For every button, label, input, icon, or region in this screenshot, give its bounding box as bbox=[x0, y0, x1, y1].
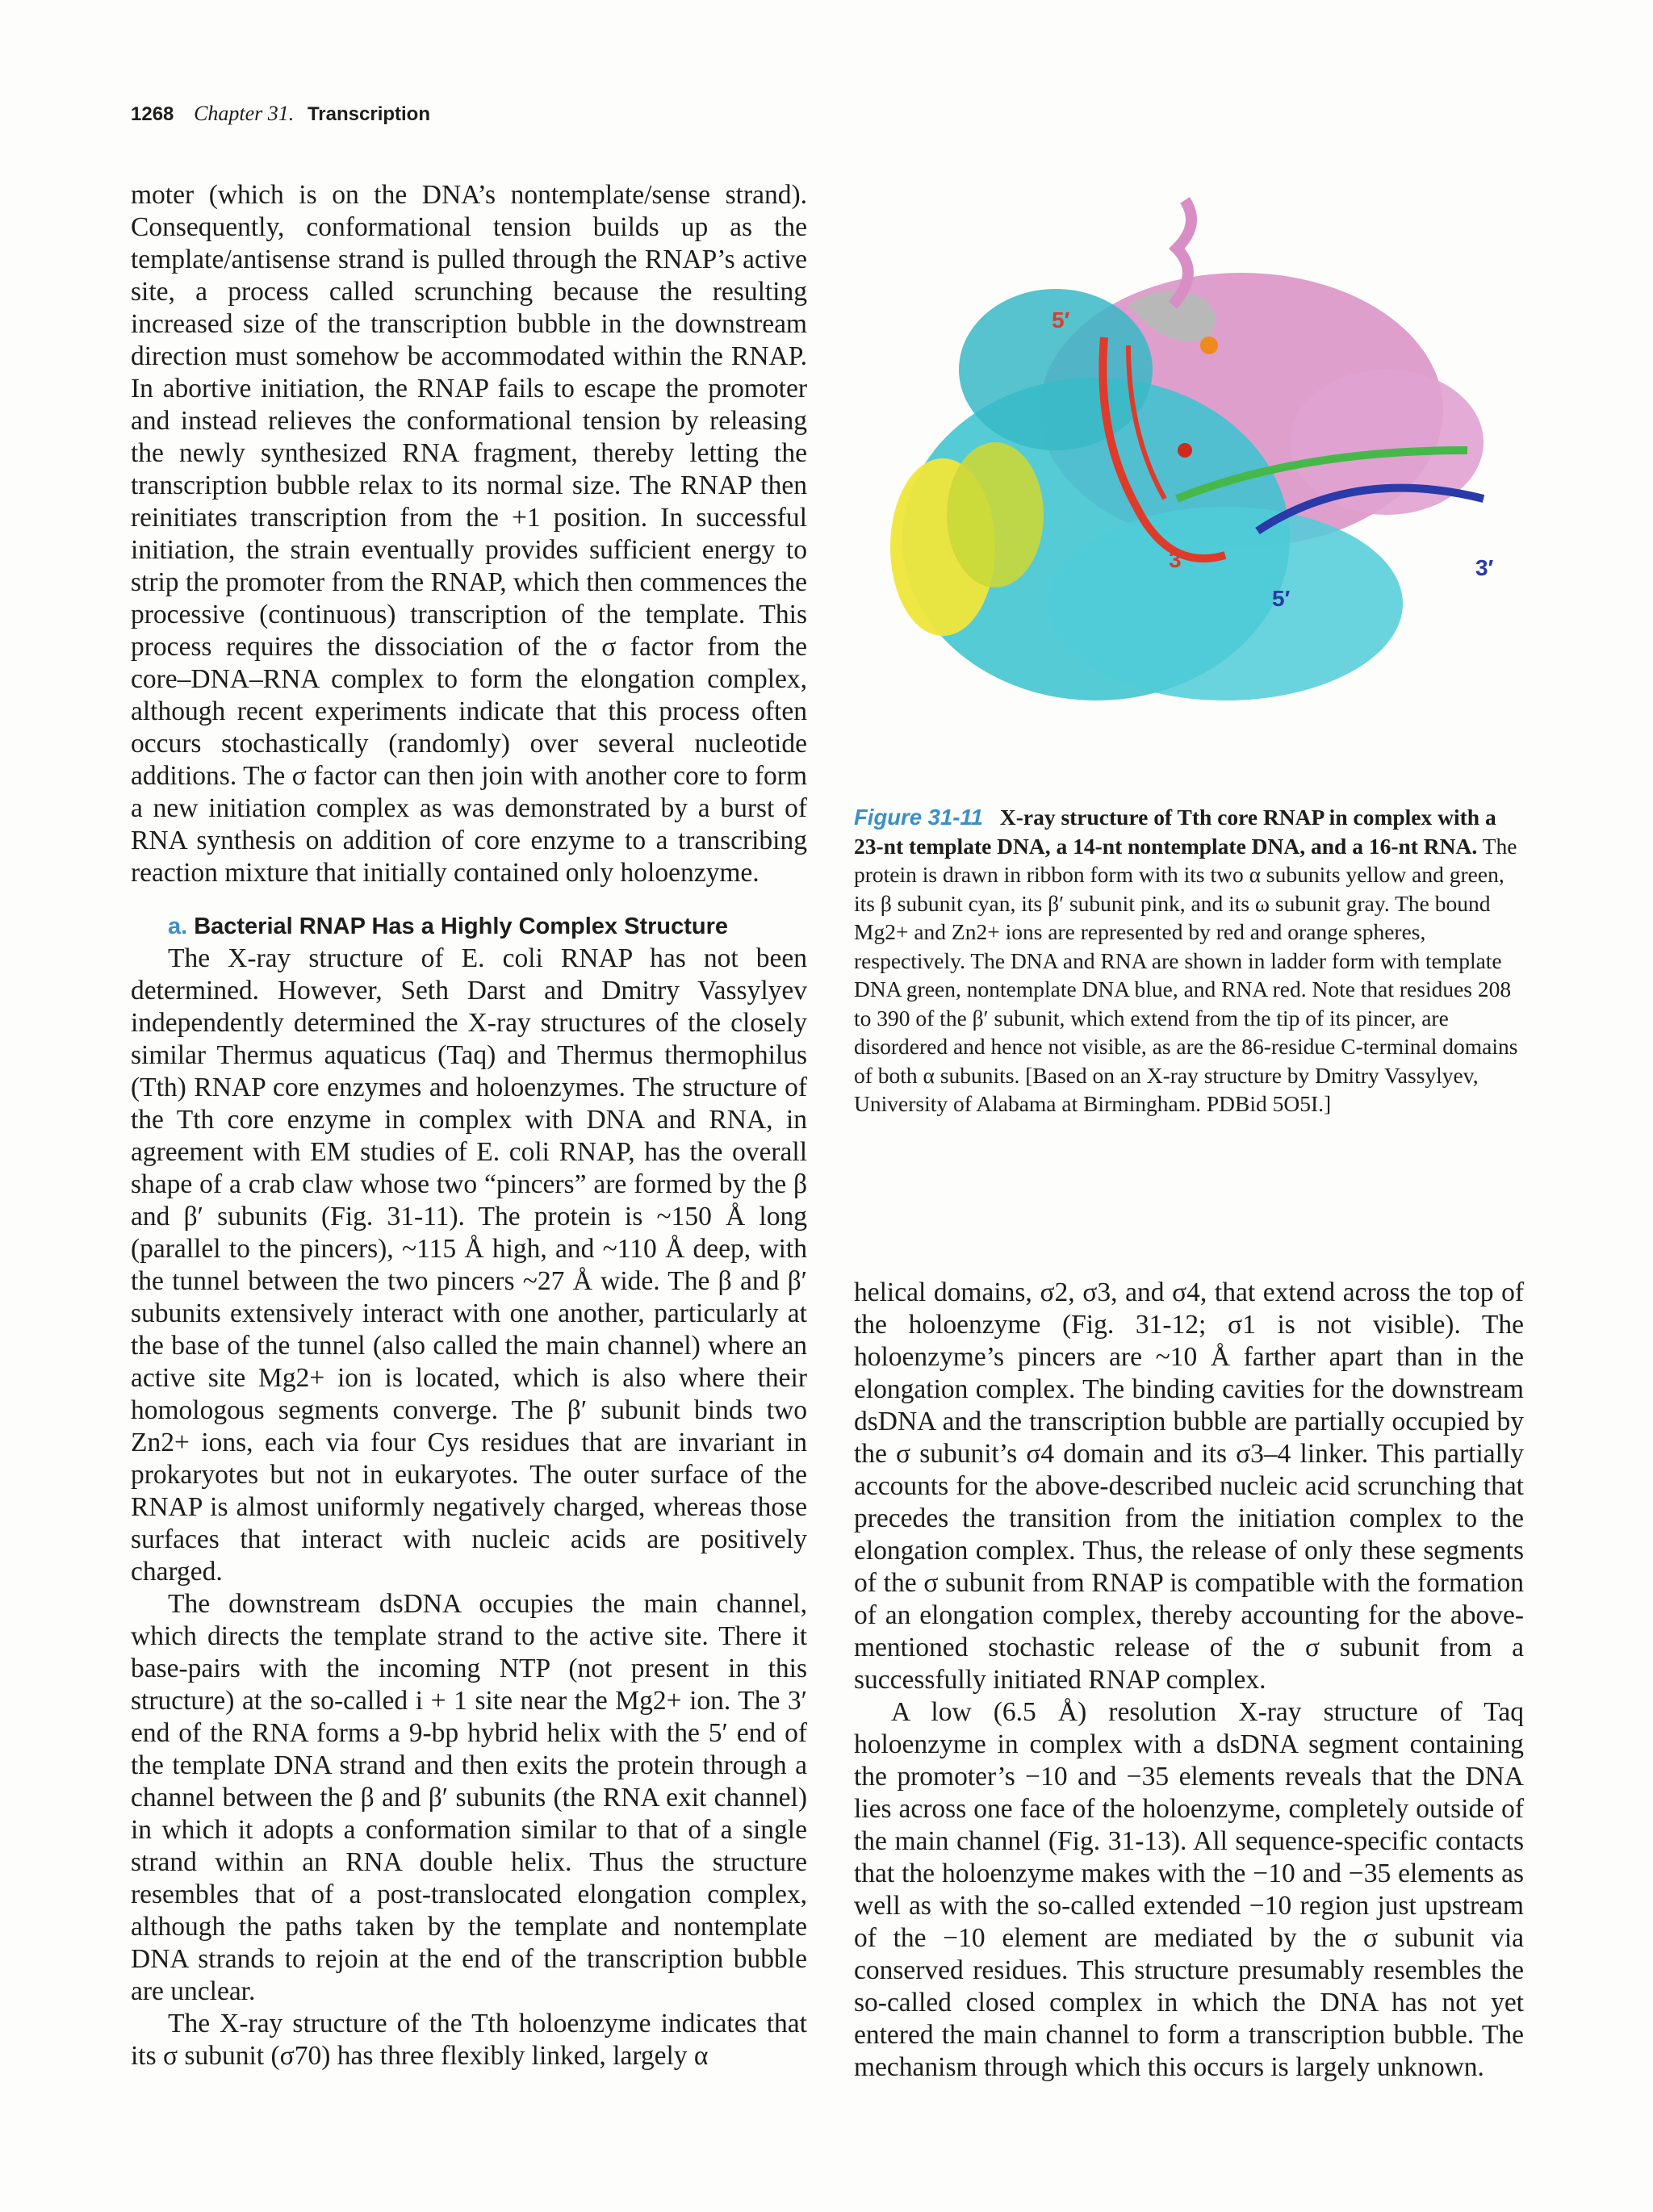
rnap-ribbon-illustration bbox=[854, 184, 1524, 781]
label-5prime-top: 5′ bbox=[1052, 307, 1070, 332]
paragraph: The downstream dsDNA occupies the main channel, which directs the template strand to the active site. There it base-pairs with the incoming NTP (not present in this structure) at the so-called i + 1 site near the Mg2+ ion. The 3′ end of the RNA forms a 9-bp hybrid helix with the 5′ end of the template DNA strand and then exits the protein through a channel between the β and β′ subunits (the RNA exit channel) in which it adopts a conformation similar to that of a single strand within an RNA double helix. Thus the structure resembles that of a post-translocated elongation complex, although the paths taken by the template and nontemplate DNA strands to rejoin at the end of the transcription bubble are unclear. bbox=[131, 1589, 807, 2006]
mg-ion bbox=[1178, 443, 1192, 458]
beta-subunit-lower bbox=[1048, 507, 1403, 700]
paragraph: moter (which is on the DNA’s nontemplate/sense strand). Consequently, conformational tension builds up as the template/antisense strand is pulled through the RNAP’s active site, a process called scrunching because the resulting increased size of the transcription bubble in the downstream direction must somehow be accommodated within the RNAP. In abortive initiation, the RNAP fails to escape the promoter and instead relieves the conformational tension by releasing the newly synthesized RNA fragment, thereby letting the transcription bubble relax to its normal size. The RNAP then reinitiates transcription from the +1 position. In successful initiation, the strain eventually provides sufficient energy to strip the promoter from the RNAP, which then commences the processive (continuous) transcription of the template. This process requires the dissociation of the σ factor from the core–DNA–RNA complex to form the elongation complex, although recent experiments indicate that this process often occurs stochastically (randomly) over several nucleotide additions. The σ factor can then join with another core to form a new initiation complex as was demonstrated by a burst of RNA synthesis on addition of core enzyme to a transcribing reaction mixture that initially contained only holoenzyme. bbox=[131, 180, 807, 888]
label-5prime-bottom: 5′ bbox=[1272, 586, 1291, 611]
figure-caption bbox=[854, 803, 1524, 1119]
running-header bbox=[131, 102, 430, 126]
paragraph: The X-ray structure of the Tth holoenzyme indicates that its σ subunit (σ70) has three flexibly linked, largely α bbox=[131, 2009, 807, 2071]
label-3prime-mid: 3′ bbox=[1169, 547, 1187, 572]
label-3prime-right: 3′ bbox=[1475, 555, 1494, 580]
section-heading bbox=[168, 910, 807, 943]
chapter-label: Chapter 31. bbox=[194, 102, 295, 125]
section-letter: a. bbox=[168, 914, 188, 939]
right-column bbox=[854, 1277, 1524, 2084]
paragraph: A low (6.5 Å) resolution X-ray structure of Taq holoenzyme in complex with a dsDNA segment containing the promoter’s −10 and −35 elements reveals that the DNA lies across one face of the holoenzyme, completely outside of the main channel (Fig. 31-13). All sequence-specific contacts that the holoenzyme makes with the −10 and −35 elements as well as with the so-called extended −10 region just upstream of the −10 element are mediated by the σ subunit via conserved residues. This structure presumably resembles the so-called closed complex in which the DNA has not yet entered the main channel to form a transcription bubble. The mechanism through which this occurs is largely unknown. bbox=[854, 1697, 1524, 2082]
figure-caption-text: The protein is drawn in ribbon form with its two α subunits yellow and green, its β subunit cyan, its β′ subunit pink, and its ω subunit gray. The bound Mg2+ and Zn2+ ions are represented by red and orange spheres, respectively. The DNA and RNA are shown in ladder form with template DNA green, nontemplate DNA blue, and RNA red. Note that residues 208 to 390 of the β′ subunit, which extend from the tip of its pincer, are disordered and hence not visible, as are the 86-residue C-terminal domains of both α subunits. [Based on an X-ray structure by Dmitry Vassylyev, University of Alabama at Birmingham. PDBid 5O5I.] bbox=[854, 833, 1518, 1116]
paragraph: helical domains, σ2, σ3, and σ4, that extend across the top of the holoenzyme (Fig. 31-12; σ1 is not visible). The holoenzyme’s pincers are ~10 Å farther apart than in the elongation complex. The binding cavities for the downstream dsDNA and the transcription bubble are partially occupied by the σ subunit’s σ4 domain and its σ3–4 linker. This partially accounts for the above-described nucleic acid scrunching that precedes the transition from the initiation complex to the elongation complex. Thus, the release of only these segments of the σ subunit from RNAP is compatible with the formation of an elongation complex, thereby accounting for the above-mentioned stochastic release of the σ subunit from a successfully initiated RNAP complex. bbox=[854, 1277, 1524, 1695]
page-number: 1268 bbox=[131, 103, 174, 125]
figure-label: Figure 31-11 bbox=[854, 805, 983, 830]
section-title: Bacterial RNAP Has a Highly Complex Structure bbox=[194, 914, 729, 939]
rnap-structure-figure bbox=[854, 184, 1524, 781]
left-column bbox=[131, 179, 807, 2072]
chapter-title: Transcription bbox=[307, 103, 430, 125]
paragraph: The X-ray structure of E. coli RNAP has not been determined. However, Seth Darst and Dmitry Vassylyev independently determined the X-ray structures of the closely similar Thermus aquaticus (Taq) and Thermus thermophilus (Tth) RNAP core enzymes and holoenzymes. The structure of the Tth core enzyme in complex with DNA and RNA, in agreement with EM studies of E. coli RNAP, has the overall shape of a crab claw whose two “pincers” are formed by the β and β′ subunits (Fig. 31-11). The protein is ~150 Å long (parallel to the pincers), ~115 Å high, and ~110 Å deep, with the tunnel between the two pincers ~27 Å wide. The β and β′ subunits extensively interact with one another, particularly at the base of the tunnel (also called the main channel) where an active site Mg2+ ion is located, which is also where their homologous segments converge. The β′ subunit binds two Zn2+ ions, each via four Cys residues that are invariant in prokaryotes but not in eukaryotes. The outer surface of the RNAP is almost uniformly negatively charged, whereas those surfaces that interact with nucleic acids are positively charged. bbox=[131, 943, 807, 1587]
alpha-subunit-green bbox=[947, 442, 1044, 587]
figure-caption-title: X-ray structure of Tth core RNAP in complex with a 23-nt template DNA, a 14-nt nontemplate DNA, and a 16-nt RNA. bbox=[854, 805, 1496, 859]
zn-ion bbox=[1200, 337, 1218, 354]
